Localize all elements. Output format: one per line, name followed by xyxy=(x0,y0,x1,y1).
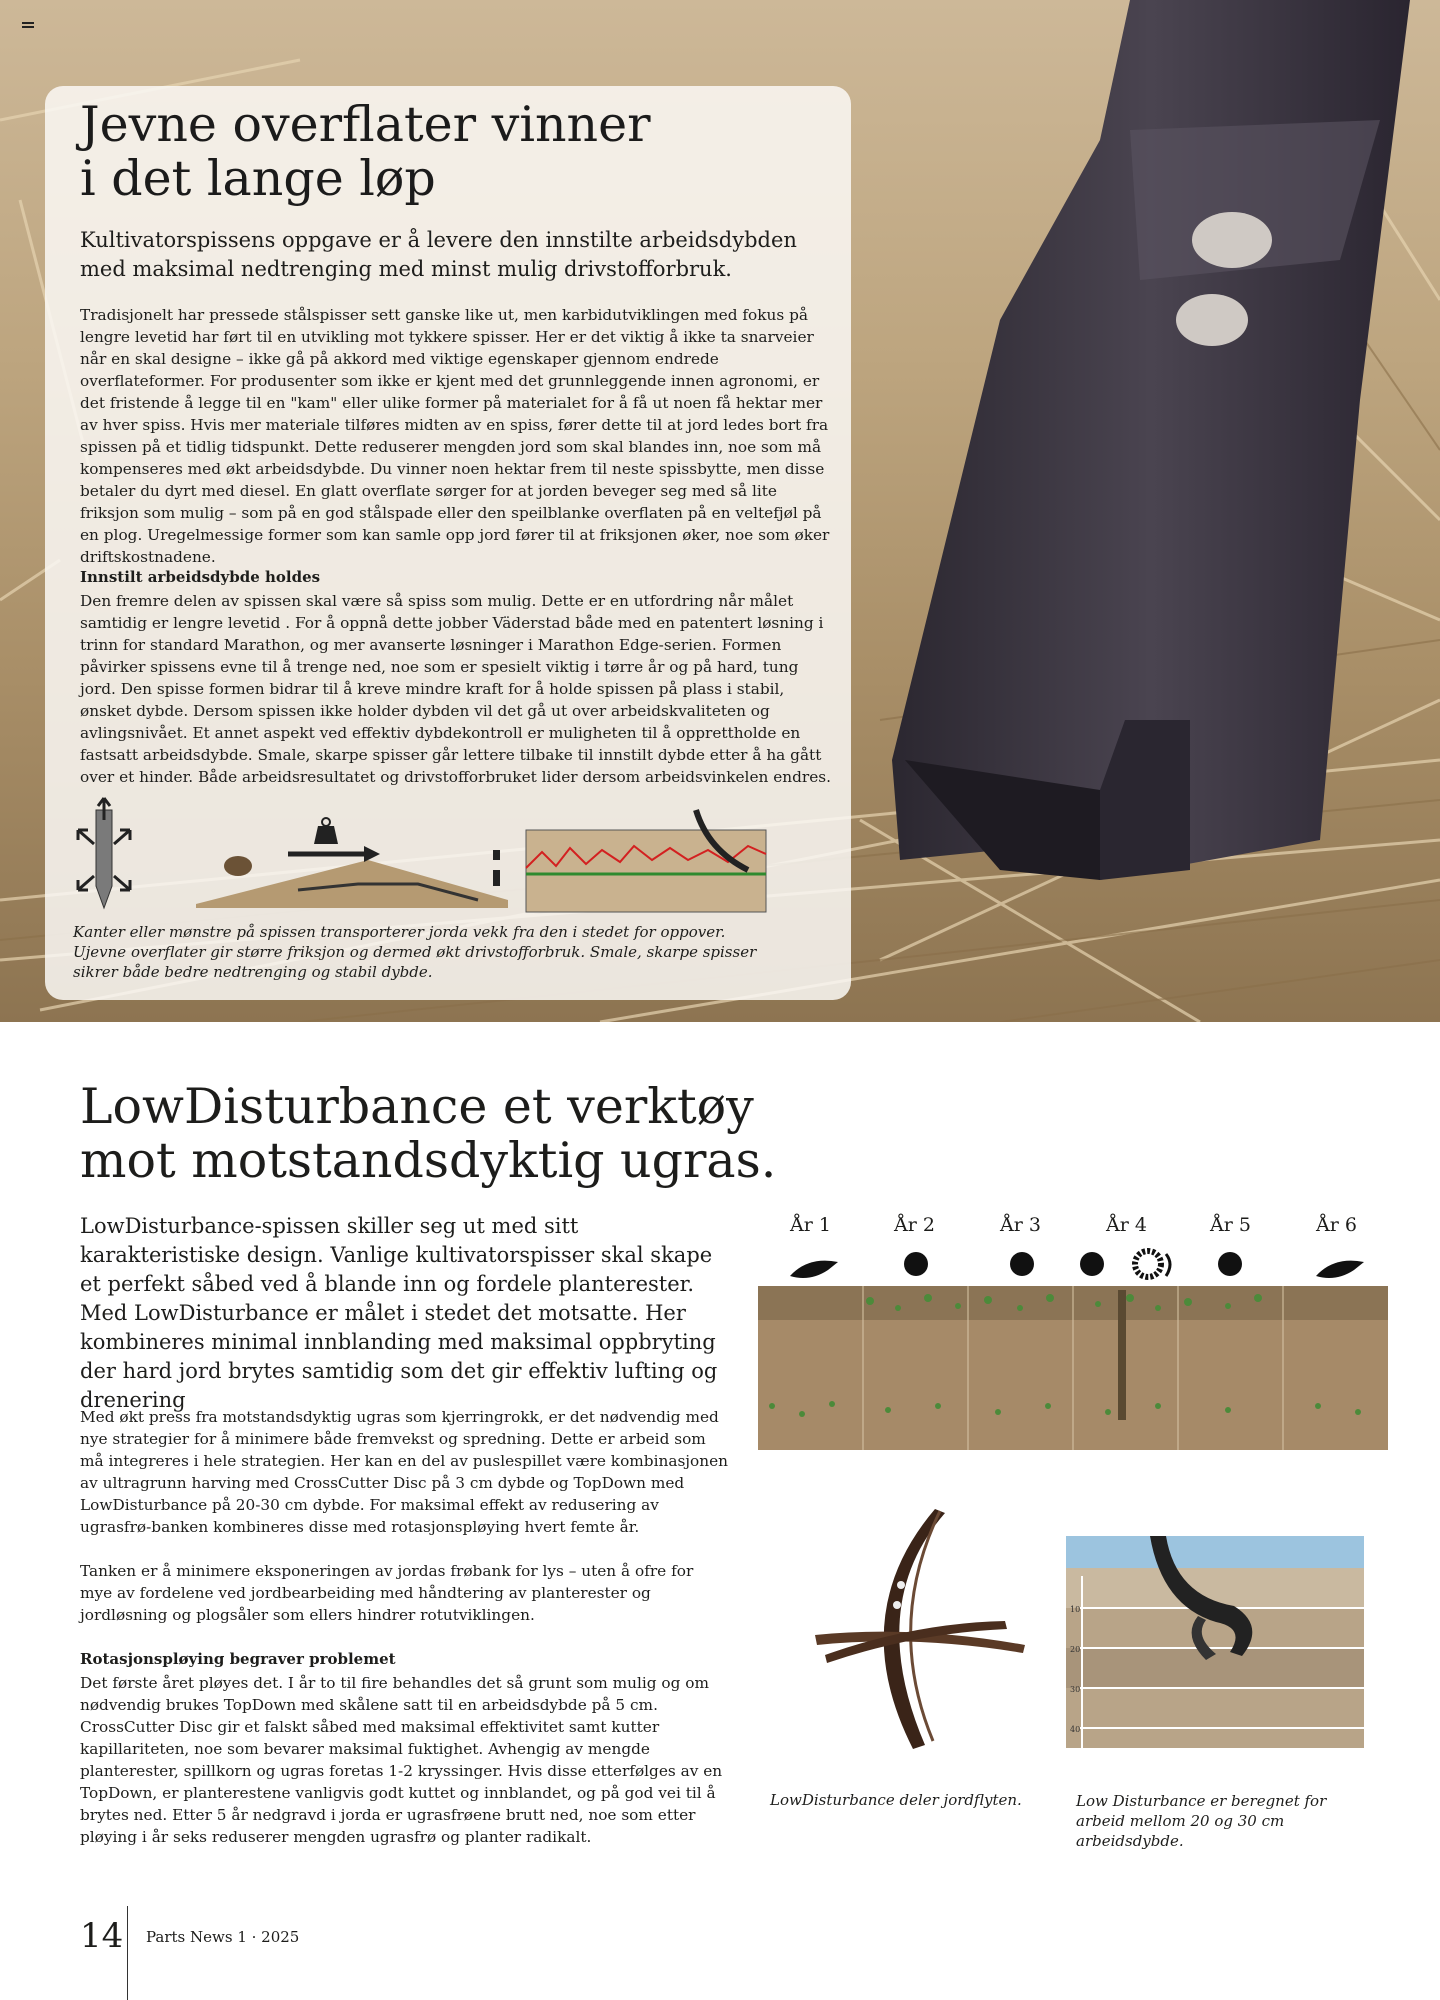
section-title-line1: LowDisturbance et verktøy xyxy=(80,1078,754,1135)
article-body-2: Den fremre delen av spissen skal være så spiss som mulig. Dette er en utfordring når målet samtidig er lengre levetid . For å oppnå dette jobber Väderstad både med en patentert løsning i trinn for standard Marathon, og mer avanserte løsninger i Marathon Edge-serien. Formen påvirker spissens evne til å trenge ned, noe som er spesielt viktig i tørre år og på hard, tung jord. Den spisse formen bidrar til å kreve mindre kraft for å holde spissen på plass i stabil, ønsket dybde. Dersom spissen ikke holder dybden vil det gå ut over arbeidskvaliteten og avlingsnivået. Et annet aspekt ved effektiv dybdekontroll er muligheten til å opprettholde en fastsatt arbeidsdybde. Smale, skarpe spisser går lettere tilbake til innstilt dybde etter å ha gått over et hinder. Både arbeidsresultatet og drivstofforbruket lider dersom arbeidsvinkelen endres. xyxy=(80,592,831,786)
section-lead: LowDisturbance-spissen skiller seg ut med sitt karakteristiske design. Vanlige kultivatorspisser skal skape et perfekt såbed ved å blande inn og fordele planterester. Med LowDisturbance er målet i stedet det motsatte. Her kombineres minimal innblanding med maksimal oppbryting der hard jord brytes samtidig som det gir effektiv lufting og drenering xyxy=(80,1214,718,1412)
section-body-2: Tanken er å minimere eksponeringen av jordas frøbank for lys – uten å ofre for mye av fordelene ved jordbearbeiding med håndtering av planterester og jordløsning og plogsåler som ellers hindrer rotutviklingen. xyxy=(80,1562,694,1624)
year-label: År 6 xyxy=(1316,1214,1357,1236)
article-title-line2: i det lange løp xyxy=(80,150,436,207)
article-subheading: Innstilt arbeidsdybde holdes xyxy=(80,568,321,586)
lowdisturbance-depth-photo xyxy=(1066,1536,1364,1748)
lowdisturbance-tine-illustration xyxy=(805,1505,1035,1755)
section-title xyxy=(80,1080,840,1188)
article-body: Tradisjonelt har pressede stålspisser sett ganske like ut, men karbidutviklingen med fokus på lengre levetid har ført til en utvikling mot tykkere spisser. Her er det viktig å ikke ta snarveier når en skal designe – ikke gå på akkord med viktige egenskaper gjennom endrede overflateformer. For produsenter som ikke er kjent med det grunnleggende innen agronomi, er det fristende å legge til en "kam" eller ulike former på materialet for å få ut noen få hektar mer av hver spiss. Hvis mer materiale tilføres midten av en spiss, fører dette til at jord ledes bort fra spissen på et tidlig tidspunkt. Dette reduserer mengden jord som skal blandes inn, noe som må kompenseres med økt arbeidsdybde. Du vinner noen hektar frem til neste spissbytte, men disse betaler du dyrt med diesel. En glatt overflate sørger for at jorden beveger seg med så lite friksjon som mulig – som på en god stålspade eller den speilblanke overflaten på en veltefjøl på en plog. Uregelmessige former som kan samle opp jord fører til at friksjonen øker, noe som øker driftskostnadene. xyxy=(80,306,830,566)
year-label: År 1 xyxy=(790,1214,831,1236)
year-labels xyxy=(758,1214,1388,1244)
year-label: År 3 xyxy=(1000,1214,1041,1236)
article-title xyxy=(80,98,800,206)
depth-scale-label: 40 xyxy=(1070,1725,1081,1734)
year-label: År 5 xyxy=(1210,1214,1251,1236)
section-body: Med økt press fra motstandsdyktig ugras som kjerringrokk, er det nødvendig med nye strategier for å minimere både fremvekst og spredning. Dette er arbeid som må integreres i hele strategien. Her kan en del av puslespillet være kombinasjonen av ultragrunn harving med CrossCutter Disc på 3 cm dybde og TopDown med LowDisturbance på 20-30 cm dybde. For maksimal effekt av redusering av ugrasfrø-banken kombineres disse med rotasjonspløying hvert femte år. xyxy=(80,1408,729,1536)
soil-rotation-diagram xyxy=(758,1246,1388,1450)
article-title-line1: Jevne overflater vinner xyxy=(80,96,651,153)
tool-symbols xyxy=(790,1251,1364,1278)
page-number: 14 xyxy=(80,1916,124,1956)
footer-divider xyxy=(127,1906,128,2000)
article-lead: Kultivatorspissens oppgave er å levere den innstilte arbeidsdybden med maksimal nedtrenging med minst mulig drivstofforbruk. xyxy=(80,228,797,281)
depth-scale-label: 20 xyxy=(1070,1645,1081,1654)
tine-cross-section-illustration xyxy=(78,798,130,908)
section-body-3: Det første året pløyes det. I år to til fire behandles det så grunt som mulig og om nødvendig brukes TopDown med skålene satt til en arbeidsdybde på 5 cm. CrossCutter Disc gir et falskt såbed med maksimal effektivitet samt kutter kapillariteten, noe som bevarer maksimal fuktighet. Avhengig av mengde planterester, spillkorn og ugras foretas 1-2 kryssinger. Hvis disse etterfølges av en TopDown, er planterestene vanligvis godt kuttet og innblandet, og på god vei til å brytes ned. Etter 5 år nedgravd i jorda er ugrasfrøene brutt ned, noe som etter pløying i år seks reduserer mengden ugrasfrø og planter radikalt. xyxy=(80,1674,723,1846)
penetration-illustration xyxy=(196,818,508,908)
year-label: År 2 xyxy=(894,1214,935,1236)
tool-caption-right: Low Disturbance er beregnet for arbeid mellom 20 og 30 cm arbeidsdybde. xyxy=(1076,1792,1327,1850)
section-title-line2: mot motstandsdyktig ugras. xyxy=(80,1132,777,1189)
depth-scale-label: 10 xyxy=(1070,1605,1081,1614)
depth-scale-label: 30 xyxy=(1070,1685,1081,1694)
tine-illustration-strip xyxy=(68,790,790,916)
menu-icon[interactable] xyxy=(22,22,34,30)
section-subheading: Rotasjonspløying begraver problemet xyxy=(80,1650,396,1668)
depth-chart-illustration xyxy=(493,810,766,912)
year-label: År 4 xyxy=(1106,1214,1147,1236)
illustration-caption: Kanter eller mønstre på spissen transporterer jorda vekk fra den i stedet for oppover. Ujevne overflater gir større friksjon og dermed økt drivstofforbruk. Smale, skarpe spisser sikrer både bedre nedtrenging og stabil dybde. xyxy=(73,923,757,981)
publication-name: Parts News 1 · 2025 xyxy=(146,1928,300,1946)
tool-caption-left: LowDisturbance deler jordflyten. xyxy=(770,1791,1022,1809)
